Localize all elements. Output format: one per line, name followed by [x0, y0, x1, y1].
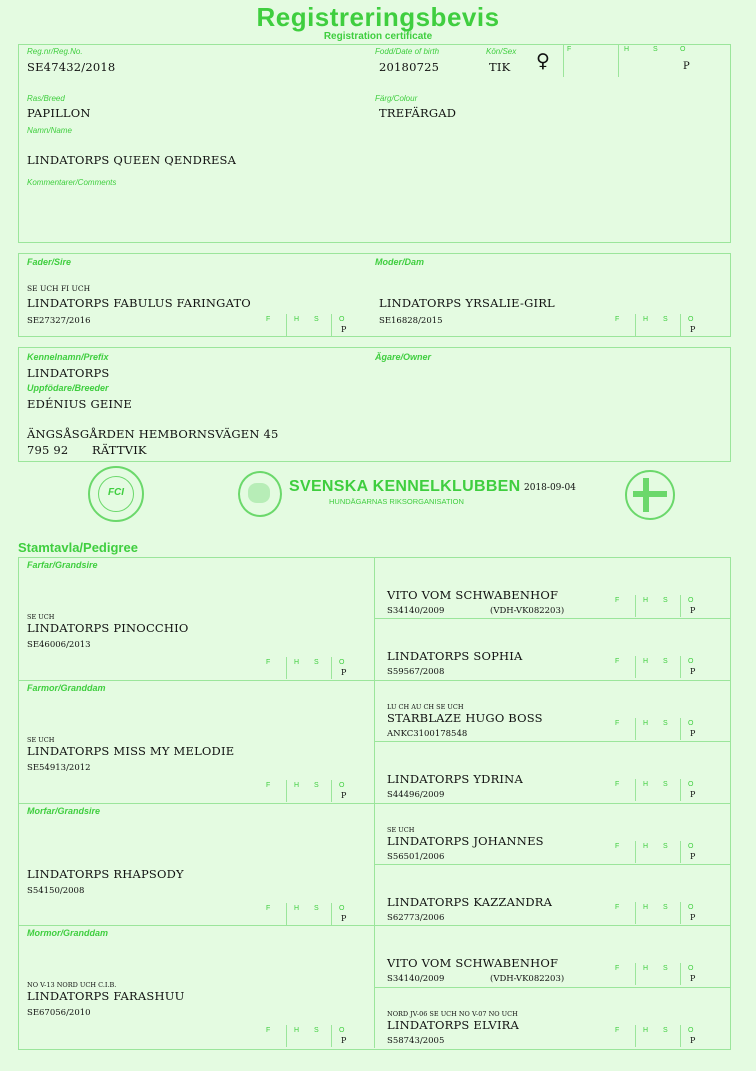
- org-tagline: HUNDÄGARNAS RIKSORGANISATION: [329, 497, 464, 506]
- f-label: F: [266, 659, 271, 666]
- ancestor-name: LINDATORPS JOHANNES: [387, 833, 544, 848]
- grandparent-reg: SE46006/2013: [27, 640, 91, 650]
- prefix-label: Kennelnamn/Prefix: [27, 352, 109, 362]
- dam-reg: SE16828/2015: [379, 316, 443, 326]
- p-value: P: [690, 1035, 696, 1045]
- grandparent-name: LINDATORPS PINOCCHIO: [27, 621, 189, 635]
- divider: [618, 45, 619, 77]
- certificate-title: Registreringsbevis: [256, 2, 500, 32]
- breed-label: Ras/Breed: [27, 94, 65, 103]
- grandparent-label: Mormor/Granddam: [27, 928, 109, 939]
- f-label: F: [615, 719, 620, 727]
- pedigree-row-divider: [18, 803, 730, 804]
- o-label: O: [339, 1027, 345, 1035]
- reg-label: Reg.nr/Reg.No.: [27, 47, 83, 56]
- dam-name: LINDATORPS YRSALIE-GIRL: [379, 296, 555, 310]
- h-label: H: [643, 597, 649, 604]
- divider: [680, 595, 681, 617]
- divider: [680, 963, 681, 985]
- h-label: H: [294, 781, 300, 789]
- s-label: S: [653, 46, 658, 53]
- breeder-label: Uppfödare/Breeder: [27, 383, 109, 393]
- p-value: P: [690, 974, 696, 984]
- divider: [286, 314, 287, 336]
- o-label: O: [339, 781, 345, 789]
- p-value: P: [341, 325, 347, 334]
- s-label: S: [663, 1026, 668, 1034]
- f-label: F: [615, 597, 620, 604]
- o-label: O: [688, 597, 694, 604]
- org-name: SVENSKA KENNELKLUBBEN: [289, 478, 521, 495]
- f-label: F: [615, 316, 620, 323]
- f-label: F: [615, 658, 620, 666]
- grandparent-label: Farmor/Granddam: [27, 682, 106, 693]
- ancestor-reg: S34140/2009: [387, 974, 445, 985]
- ancestor-name: STARBLAZE HUGO BOSS: [387, 710, 543, 725]
- pedigree-cell-divider: [375, 987, 730, 988]
- divider: [286, 903, 287, 925]
- divider: [635, 656, 636, 678]
- ancestor-reg: S59567/2008: [387, 667, 445, 678]
- o-label: O: [339, 659, 345, 666]
- o-label: O: [688, 965, 694, 973]
- f-label: F: [615, 903, 620, 911]
- s-label: S: [314, 1027, 319, 1035]
- divider: [680, 779, 681, 801]
- h-label: H: [643, 781, 649, 789]
- h-label: H: [643, 842, 649, 850]
- divider: [680, 902, 681, 924]
- p-value: P: [690, 606, 696, 615]
- h-label: H: [643, 965, 649, 973]
- f-label: F: [266, 316, 271, 323]
- f-label: F: [615, 842, 620, 850]
- divider: [635, 841, 636, 863]
- grandparent-label: Morfar/Grandsire: [27, 805, 101, 816]
- reg-value: SE47432/2018: [27, 60, 116, 74]
- grandparent-label: Farfar/Grandsire: [27, 560, 98, 570]
- divider: [635, 595, 636, 617]
- o-label: O: [339, 316, 345, 323]
- s-label: S: [663, 658, 668, 666]
- p-value: P: [690, 667, 696, 677]
- divider: [331, 314, 332, 336]
- female-sign-icon: ♀: [536, 50, 550, 72]
- divider: [635, 314, 636, 336]
- p-value: P: [690, 728, 696, 738]
- p-value: P: [690, 790, 696, 800]
- s-label: S: [663, 842, 668, 850]
- address-value: ÄNGSÅSGÅRDEN HEMBORNSVÄGEN 45: [27, 427, 279, 441]
- ancestor-name: LINDATORPS SOPHIA: [387, 649, 523, 664]
- grandparent-name: LINDATORPS RHAPSODY: [27, 866, 184, 881]
- o-label: O: [688, 658, 694, 666]
- breeder-value: EDÉNIUS GEINE: [27, 397, 133, 411]
- grandparent-reg: SE67056/2010: [27, 1008, 91, 1019]
- divider: [680, 656, 681, 678]
- dog-info-box: [18, 44, 731, 243]
- divider: [635, 902, 636, 924]
- h-label: H: [294, 659, 300, 666]
- o-label: O: [688, 1026, 694, 1034]
- grandparent-titles: NO V-13 NORD UCH C.I.B.: [27, 981, 117, 990]
- owner-label: Ägare/Owner: [375, 352, 432, 362]
- h-label: H: [643, 719, 649, 727]
- s-label: S: [663, 597, 668, 604]
- f-label: F: [567, 46, 572, 53]
- divider: [680, 841, 681, 863]
- ancestor-reg: S34140/2009: [387, 606, 445, 616]
- o-label: O: [688, 719, 694, 727]
- ancestor-titles: LU CH AU CH SE UCH: [387, 702, 464, 711]
- ancestor-name: LINDATORPS YDRINA: [387, 772, 523, 787]
- o-label: O: [339, 904, 345, 912]
- s-label: S: [314, 781, 319, 789]
- p-value: P: [690, 851, 696, 861]
- comments-label: Kommentarer/Comments: [27, 178, 117, 187]
- city-value: RÄTTVIK: [92, 443, 147, 457]
- issue-date: 2018-09-04: [524, 483, 576, 493]
- divider: [331, 657, 332, 679]
- p-value: P: [341, 790, 347, 800]
- s-label: S: [663, 719, 668, 727]
- divider: [331, 1025, 332, 1047]
- colour-value: TREFÄRGAD: [379, 106, 457, 120]
- divider: [286, 657, 287, 679]
- o-label: O: [688, 842, 694, 850]
- divider: [680, 1025, 681, 1047]
- pedigree-title: Stamtavla/Pedigree: [18, 540, 138, 555]
- name-label: Namn/Name: [27, 126, 72, 135]
- postcode-value: 795 92: [27, 443, 69, 457]
- prefix-value: LINDATORPS: [27, 366, 110, 380]
- divider: [286, 1025, 287, 1047]
- ancestor-reg: S44496/2009: [387, 790, 445, 801]
- grandparent-titles: SE UCH: [27, 613, 55, 621]
- ancestor-name: VITO VOM SCHWABENHOF: [387, 588, 559, 602]
- ancestor-name: VITO VOM SCHWABENHOF: [387, 956, 559, 971]
- f-label: F: [266, 781, 271, 789]
- colour-label: Färg/Colour: [375, 94, 418, 103]
- flag-cross-horizontal: [633, 491, 667, 497]
- ancestor-extra: (VDH-VK082203): [490, 974, 565, 985]
- divider: [563, 45, 564, 77]
- pedigree-row-divider: [18, 680, 730, 681]
- pedigree-cell-divider: [375, 741, 730, 742]
- dam-label: Moder/Dam: [375, 257, 425, 267]
- divider: [680, 314, 681, 336]
- o-label: O: [688, 316, 694, 323]
- sex-value: TIK: [489, 60, 511, 74]
- divider: [635, 1025, 636, 1047]
- grandparent-reg: S54150/2008: [27, 885, 85, 896]
- divider: [331, 903, 332, 925]
- p-value: P: [690, 325, 696, 334]
- ancestor-titles: SE UCH: [387, 825, 415, 834]
- p-value: P: [341, 668, 347, 677]
- ancestor-reg: S56501/2006: [387, 851, 445, 862]
- o-label: O: [688, 781, 694, 789]
- certificate-subtitle: Registration certificate: [323, 31, 433, 42]
- s-label: S: [663, 903, 668, 911]
- divider: [286, 780, 287, 802]
- pedigree-cell-divider: [375, 618, 730, 619]
- p-value: P: [690, 912, 696, 922]
- fci-logo-text: FCI: [107, 487, 125, 498]
- f-label: F: [615, 965, 620, 973]
- grandparent-reg: SE54913/2012: [27, 762, 91, 773]
- ancestor-name: LINDATORPS KAZZANDRA: [387, 894, 553, 909]
- o-label: O: [688, 903, 694, 911]
- s-label: S: [663, 316, 668, 323]
- f-label: F: [615, 1026, 620, 1034]
- sex-label: Kön/Sex: [486, 47, 517, 56]
- dob-label: Fodd/Date of birth: [375, 47, 440, 56]
- grandparent-titles: SE UCH: [27, 735, 55, 744]
- s-label: S: [663, 781, 668, 789]
- f-label: F: [266, 1027, 271, 1035]
- divider: [680, 718, 681, 740]
- breed-value: PAPILLON: [27, 106, 91, 120]
- f-label: F: [615, 781, 620, 789]
- ancestor-name: LINDATORPS ELVIRA: [387, 1017, 520, 1032]
- grandparent-name: LINDATORPS MISS MY MELODIE: [27, 743, 235, 758]
- s-label: S: [314, 316, 319, 323]
- swedish-flag-emblem: [625, 470, 675, 520]
- ancestor-extra: (VDH-VK082203): [490, 606, 565, 616]
- p-value: P: [683, 61, 690, 72]
- sire-label: Fader/Sire: [27, 257, 72, 267]
- divider: [635, 779, 636, 801]
- s-label: S: [663, 965, 668, 973]
- pedigree-row-divider: [18, 925, 730, 926]
- p-value: P: [341, 913, 347, 923]
- divider: [635, 963, 636, 985]
- h-label: H: [643, 316, 649, 323]
- h-label: H: [294, 316, 300, 323]
- grandparent-name: LINDATORPS FARASHUU: [27, 989, 185, 1004]
- sire-name: LINDATORPS FABULUS FARINGATO: [27, 296, 251, 310]
- fci-logo: [88, 466, 144, 522]
- divider: [635, 718, 636, 740]
- dob-value: 20180725: [379, 60, 440, 74]
- ancestor-reg: ANKC3100178548: [387, 728, 468, 739]
- name-value: LINDATORPS QUEEN QENDRESA: [27, 153, 237, 167]
- ancestor-reg: S58743/2005: [387, 1035, 445, 1046]
- h-label: H: [643, 658, 649, 666]
- s-label: S: [314, 659, 319, 666]
- pedigree-cell-divider: [375, 864, 730, 865]
- skk-emblem-inner: [248, 483, 270, 503]
- ancestor-titles: NORD JV-06 SE UCH NO V-07 NO UCH: [387, 1009, 518, 1018]
- divider: [331, 780, 332, 802]
- skk-emblem: [238, 471, 282, 517]
- s-label: S: [314, 904, 319, 912]
- ancestor-reg: S62773/2006: [387, 912, 445, 923]
- f-label: F: [266, 904, 271, 912]
- h-label: H: [643, 1026, 649, 1034]
- sire-reg: SE27327/2016: [27, 316, 91, 326]
- h-label: H: [294, 904, 300, 912]
- p-value: P: [341, 1036, 347, 1046]
- flag-cross-vertical: [643, 478, 649, 512]
- h-label: H: [624, 46, 630, 53]
- h-label: H: [294, 1027, 300, 1035]
- h-label: H: [643, 903, 649, 911]
- sire-titles: SE UCH FI UCH: [27, 284, 91, 293]
- o-label: O: [680, 46, 686, 53]
